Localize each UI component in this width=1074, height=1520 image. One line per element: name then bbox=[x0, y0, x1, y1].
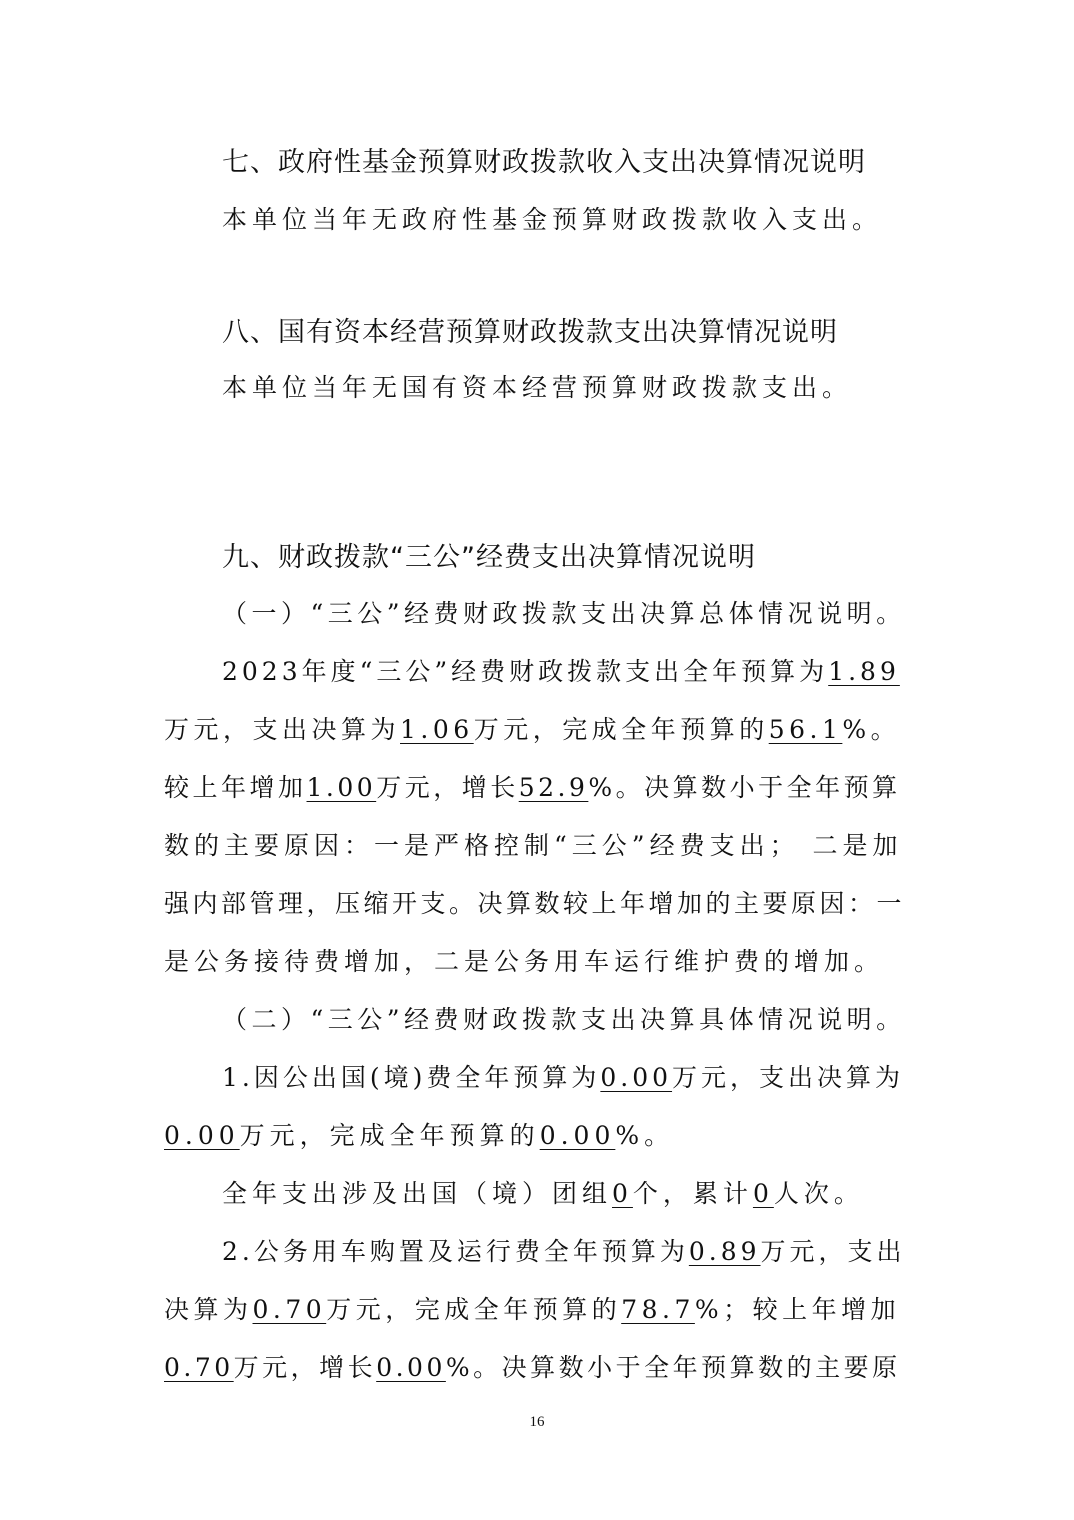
text-run: 万元，增长 bbox=[233, 1353, 377, 1382]
delegation-count-value: 0 bbox=[612, 1179, 633, 1208]
text-run: 万元，支出决算为 bbox=[164, 715, 401, 744]
paragraph-line: 数的主要原因：一是严格控制“三公”经费支出； 二是加 bbox=[164, 831, 903, 860]
spending-value: 1.06 bbox=[400, 715, 474, 744]
section-8-body: 本单位当年无国有资本经营预算财政拨款支出。 bbox=[222, 373, 853, 402]
text-run: 万元，完成全年预算的 bbox=[473, 715, 769, 744]
section-9-heading: 九、财政拨款“三公”经费支出决算情况说明 bbox=[222, 542, 756, 573]
text-run: %。 bbox=[842, 715, 901, 744]
text-run: 2023年度“三公”经费财政拨款支出全年预算为 bbox=[222, 657, 829, 686]
paragraph-line bbox=[222, 652, 900, 688]
section-7-body: 本单位当年无政府性基金预算财政拨款收入支出。 bbox=[222, 205, 883, 234]
text-run: 全年支出涉及出国（境）团组 bbox=[222, 1179, 613, 1208]
paragraph-line bbox=[222, 1058, 904, 1094]
text-run: 万元，支出 bbox=[760, 1237, 906, 1266]
paragraph-line bbox=[164, 1348, 901, 1384]
paragraph-line bbox=[164, 1290, 900, 1326]
paragraph-line bbox=[222, 1174, 864, 1210]
text-run: 万元，增长 bbox=[376, 773, 519, 802]
paragraph-line: 强内部管理，压缩开支。决算数较上年增加的主要原因：一 bbox=[164, 889, 906, 918]
abroad-completion-value: 0.00 bbox=[539, 1121, 616, 1150]
text-run: 万元，完成全年预算的 bbox=[326, 1295, 622, 1324]
section-8-heading: 八、国有资本经营预算财政拨款支出决算情况说明 bbox=[222, 317, 838, 348]
abroad-spending-value: 0.00 bbox=[164, 1121, 240, 1150]
subsection-2-heading: （二）“三公”经费财政拨款支出决算具体情况说明。 bbox=[222, 1005, 906, 1034]
text-run: 人次。 bbox=[773, 1179, 864, 1208]
section-7-heading: 七、政府性基金预算财政拨款收入支出决算情况说明 bbox=[222, 147, 866, 178]
paragraph-line bbox=[164, 1116, 674, 1152]
paragraph-line bbox=[222, 1232, 906, 1268]
paragraph-line bbox=[164, 768, 901, 804]
vehicle-growth-value: 0.00 bbox=[376, 1353, 446, 1382]
text-run: %。决算数小于全年预算 bbox=[588, 773, 901, 802]
subsection-1-heading: （一）“三公”经费财政拨款支出决算总体情况说明。 bbox=[222, 599, 906, 628]
person-times-value: 0 bbox=[752, 1179, 774, 1208]
budget-total-value: 1.89 bbox=[828, 657, 900, 686]
text-run: 1.因公出国(境)费全年预算为 bbox=[222, 1063, 601, 1092]
paragraph-line: 是公务接待费增加，二是公务用车运行维护费的增加。 bbox=[164, 947, 885, 976]
text-run: 万元，支出决算为 bbox=[672, 1063, 905, 1092]
vehicle-budget-value: 0.89 bbox=[688, 1237, 761, 1266]
abroad-budget-value: 0.00 bbox=[600, 1063, 673, 1092]
text-run: 2.公务用车购置及运行费全年预算为 bbox=[222, 1237, 689, 1266]
growth-rate-value: 52.9 bbox=[518, 773, 589, 802]
paragraph-line bbox=[164, 710, 900, 746]
text-run: 决算为 bbox=[164, 1295, 253, 1324]
text-run: %。 bbox=[615, 1121, 675, 1150]
text-run: %；较上年增加 bbox=[694, 1295, 901, 1324]
completion-rate-value: 56.1 bbox=[768, 715, 843, 744]
text-run: 较上年增加 bbox=[164, 773, 307, 802]
text-run: %。决算数小于全年预算数的主要原 bbox=[445, 1353, 901, 1382]
page-number: 16 bbox=[529, 1414, 545, 1430]
text-run: 个，累计 bbox=[632, 1179, 753, 1208]
increase-value: 1.00 bbox=[306, 773, 377, 802]
vehicle-increase-value: 0.70 bbox=[164, 1353, 234, 1382]
text-run: 万元，完成全年预算的 bbox=[239, 1121, 540, 1150]
vehicle-spending-value: 0.70 bbox=[252, 1295, 327, 1324]
vehicle-completion-value: 78.7 bbox=[621, 1295, 695, 1324]
